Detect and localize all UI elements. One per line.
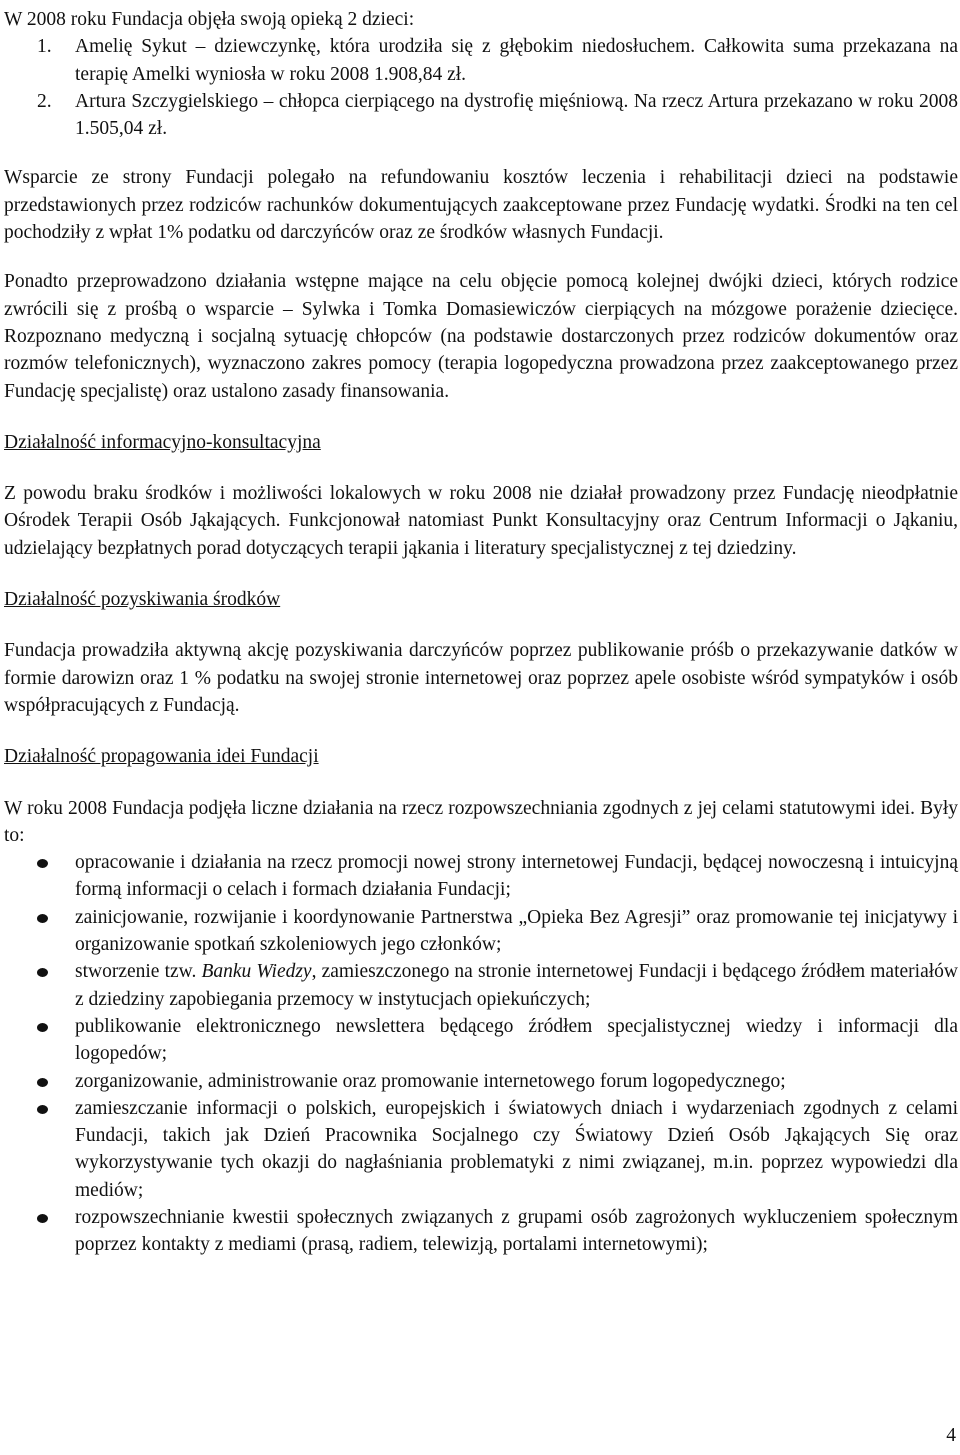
bullet-icon — [37, 1105, 48, 1114]
list-number: 1. — [37, 36, 52, 58]
page-number: 4 — [946, 1424, 956, 1446]
children-list — [4, 33, 958, 142]
list-item-text: Artura Szczygielskiego – chłopca cierpiącego na dystrofię mięśniową. Na rzecz Artura przekazano w roku 2008 1.505,04 zł. — [75, 90, 958, 140]
paragraph-support: Wsparcie ze strony Fundacji polegało na refundowaniu kosztów leczenia i rehabilitacji dzieci na podstawie przedstawionych przez rodziców rachunków dokumentujących zaakceptowane przez Fundację wydatki. Środki na ten cel pochodziły z wpłat 1% podatku od darczyńców oraz ze środków własnych Fundacji. — [4, 167, 958, 244]
bank-wiedzy-emphasis: Banku Wiedzy — [201, 961, 312, 983]
bullet-icon — [37, 968, 48, 977]
bullet-item — [4, 958, 958, 1013]
bullet-list — [4, 849, 958, 1258]
bullet-text: zorganizowanie, administrowanie oraz promowanie internetowego forum logopedycznego; — [75, 1070, 786, 1092]
bullet-icon — [37, 1214, 48, 1223]
bullet-text-post: , zamieszczonego na stronie internetowej Fundacji i będącego źródłem materiałów z dziedziny zapobiegania przemocy w instytucjach opiekuńczych; — [75, 961, 958, 1010]
heading-info: Działalność informacyjno-konsultacyjna — [4, 431, 321, 453]
document-page — [4, 6, 958, 1259]
list-item — [4, 33, 958, 88]
intro-line: W 2008 roku Fundacja objęła swoją opieką 2 dzieci: — [4, 9, 415, 30]
bullet-text: rozpowszechnianie kwestii społecznych związanych z grupami osób zagrożonych wykluczeniem społecznym poprzez kontakty z mediami (prasą, radiem, telewizją, portalami internetowymi); — [75, 1206, 958, 1256]
heading-funds: Działalność pozyskiwania środków — [4, 589, 281, 611]
bullet-icon — [37, 1023, 48, 1032]
paragraph-moreover: Ponadto przeprowadzono działania wstępne mające na celu objęcie pomocą kolejnej dwójki dzieci, których rodzice zwrócili się z prośbą o wsparcie – Sylwka i Tomka Domasiewiczów cierpiących na mózgowe porażenie dziecięce. Rozpoznano medyczną i socjalną sytuację chłopców (na podstawie dostarczonych przez rodziców dokumentów oraz rozmów telefonicznych), wyznaczono zakres pomocy (terapia logopedyczna prowadzona przez zaakceptowanego przez Fundację specjalistę) oraz ustalono zasady finansowania. — [4, 271, 958, 402]
bullet-text: opracowanie i działania na rzecz promocji nowej strony internetowej Fundacji, będącej nowoczesną i intuicyjną formą informacji o celach i formach działania Fundacji; — [75, 852, 958, 901]
bullet-item — [4, 1013, 958, 1068]
bullet-item — [4, 1095, 958, 1204]
bullet-icon — [37, 1078, 48, 1087]
bullet-item — [4, 849, 958, 904]
bullet-text: zamieszczanie informacji o polskich, europejskich i światowych dniach i wydarzeniach zgodnych z celami Fundacji, takich jak Dzień Pracownika Socjalnego czy Światowy Dzień Osób Jąkających Się oraz wykorzystywanie tych okazji do nagłaśniania problematyki z nimi związanej, m.in. poprzez wypowiedzi dla mediów; — [75, 1097, 958, 1201]
heading-promo: Działalność propagowania idei Fundacji — [4, 746, 319, 768]
list-item-text: Amelię Sykut – dziewczynkę, która urodziła się z głębokim niedosłuchem. Całkowita suma przekazana na terapię Amelki wyniosła w roku 2008 1.908,84 zł. — [75, 36, 958, 85]
bullet-text: publikowanie elektronicznego newslettera będącego źródłem specjalistycznej wiedzy i informacji dla logopedów; — [75, 1015, 958, 1065]
paragraph-funds: Fundacja prowadziła aktywną akcję pozyskiwania darczyńców poprzez publikowanie próśb o przekazywanie datków w formie darowizn oraz 1 % podatku na swojej stronie internetowej oraz poprzez apele osobiste wśród sympatyków i osób współpracujących z Fundacją. — [4, 640, 958, 716]
bullet-icon — [37, 859, 48, 868]
bullet-item — [4, 904, 958, 959]
paragraph-promo: W roku 2008 Fundacja podjęła liczne działania na rzecz rozpowszechniania zgodnych z jej celami statutowymi idei. Były to: — [4, 797, 958, 846]
bullet-icon — [37, 914, 48, 923]
list-number: 2. — [37, 90, 52, 112]
bullet-text: zainicjowanie, rozwijanie i koordynowanie Partnerstwa „Opieka Bez Agresji” oraz promowanie tej inicjatywy i organizowanie spotkań szkoleniowych jego członków; — [75, 906, 958, 956]
bullet-item — [4, 1068, 958, 1095]
paragraph-info: Z powodu braku środków i możliwości lokalowych w roku 2008 nie działał prowadzony przez Fundację nieodpłatnie Ośrodek Terapii Osób Jąkających. Funkcjonował natomiast Punkt Konsultacyjny oraz Centrum Informacji o Jąkaniu, udzielający bezpłatnych porad dotyczących terapii jąkania i literatury specjalistycznej z tej dziedziny. — [4, 483, 958, 559]
list-item — [4, 88, 958, 143]
bullet-item — [4, 1204, 958, 1259]
bullet-text-pre: stworzenie tzw. — [75, 961, 202, 983]
